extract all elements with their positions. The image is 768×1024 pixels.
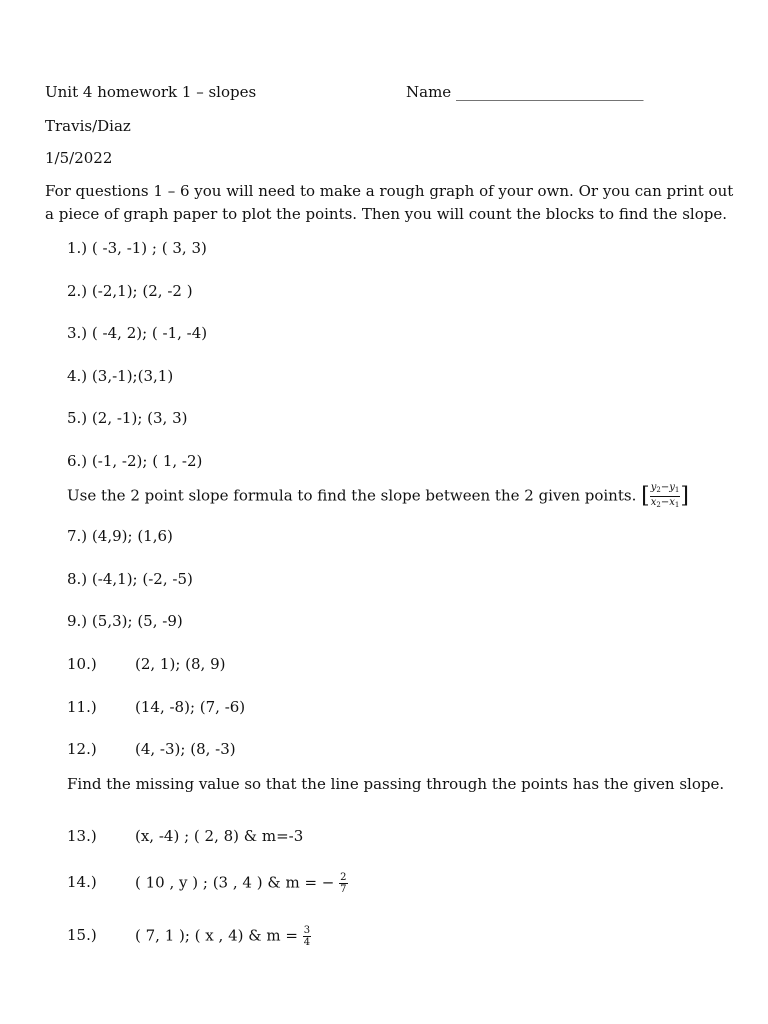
slope-fraction [339, 872, 347, 895]
problem-points: (x, -4) ; ( 2, 8) & m=-3 [135, 827, 304, 845]
problem-9: 9.) (5,3); (5, -9) [67, 612, 183, 630]
problem-8: 8.) (-4,1); (-2, -5) [67, 570, 193, 588]
problem-number: 11.) [67, 698, 97, 716]
instructions-formula [67, 482, 689, 511]
problem-points: (2, 1); (8, 9) [135, 655, 226, 673]
formula-bracket-close: ] [680, 483, 689, 509]
problem-number: 13.) [67, 827, 97, 845]
instructions-formula-text: Use the 2 point slope formula to find the slope between the 2 given points. [67, 486, 637, 505]
problem-1: 1.) ( -3, -1) ; ( 3, 3) [67, 239, 207, 257]
problem-7: 7.) (4,9); (1,6) [67, 527, 173, 545]
slope-fraction [303, 925, 311, 948]
problem-number: 12.) [67, 740, 97, 758]
instructions-missing: Find the missing value so that the line passing through the points has the given slope. [67, 775, 725, 793]
problem-expression [135, 925, 311, 948]
problem-expression [135, 872, 348, 895]
problem-points: (14, -8); (7, -6) [135, 698, 246, 716]
fraction-denominator: 4 [303, 937, 311, 948]
worksheet-title: Unit 4 homework 1 – slopes [45, 83, 257, 101]
problem-points: ( 10 , y ) ; (3 , 4 ) & m = − [135, 873, 335, 892]
name-field [406, 82, 643, 102]
slope-formula-fraction [650, 482, 681, 511]
problem-number: 10.) [67, 655, 97, 673]
slope-formula-numerator: $y_2-y_1$ [650, 482, 681, 497]
date: 1/5/2022 [45, 149, 113, 167]
problem-3: 3.) ( -4, 2); ( -1, -4) [67, 324, 208, 342]
problem-5: 5.) (2, -1); (3, 3) [67, 409, 188, 427]
problem-points: (4, -3); (8, -3) [135, 740, 236, 758]
teachers: Travis/Diaz [45, 117, 131, 135]
formula-bracket-open: [ [641, 483, 650, 509]
name-label: Name [406, 83, 452, 101]
instructions-graph-line-2: a piece of graph paper to plot the points. Then you will count the blocks to find the slope. [45, 205, 727, 223]
problem-6: 6.) (-1, -2); ( 1, -2) [67, 452, 203, 470]
problem-points: ( 7, 1 ); ( x , 4) & m = [135, 926, 298, 945]
fraction-denominator: 7 [340, 884, 347, 895]
instructions-graph-line-1: For questions 1 – 6 you will need to make a rough graph of your own. Or you can print out [45, 182, 734, 200]
problem-4: 4.) (3,-1);(3,1) [67, 367, 174, 385]
slope-formula-denominator: $x_2-x_1$ [650, 497, 680, 509]
problem-2: 2.) (-2,1); (2, -2 ) [67, 282, 193, 300]
fraction-numerator: 3 [303, 925, 311, 936]
problem-number: 14.) [67, 873, 97, 891]
name-blank: _________________________ [455, 83, 644, 101]
problem-number: 15.) [67, 926, 97, 944]
fraction-numerator: 2 [340, 872, 347, 883]
